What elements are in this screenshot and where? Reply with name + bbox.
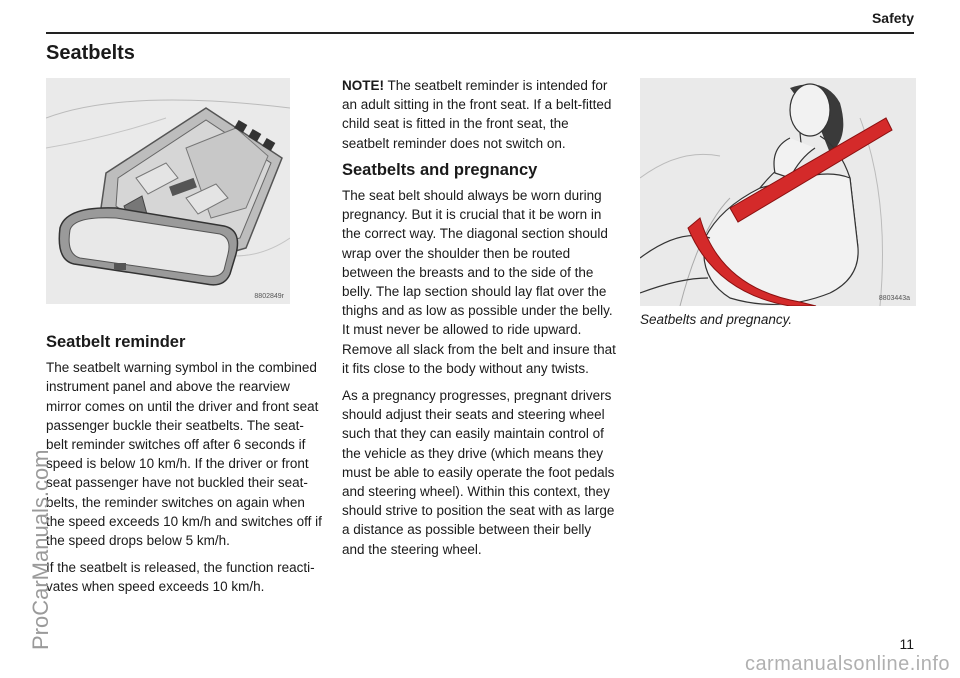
pregnancy-figure-code: 8803443a <box>878 295 910 302</box>
left-column <box>46 333 322 605</box>
header-rule <box>46 32 914 34</box>
mirror-illustration <box>46 78 290 304</box>
pregnancy-illustration <box>640 78 916 306</box>
mirror-drawing <box>46 78 290 304</box>
note-label: NOTE! <box>342 78 384 93</box>
page-number: 11 <box>899 636 914 652</box>
middle-paragraph: As a pregnancy progresses, pregnant drivers should adjust their seats and steering wheel such that they can easily maintain control of the vehicle as they drive (which means they must be able to easily operate the foot pedals and steering wheel). Within this context, they should strive to position the seat with as large a distance as possible between their belly and the steering wheel. <box>342 388 615 557</box>
pregnancy-heading: Seatbelts and pregnancy <box>342 160 538 179</box>
note-text: The seatbelt reminder is intended for an adult sitting in the front seat. If a belt-fitted child seat is fitted in the front seat, the seatbelt reminder does not switch on. <box>342 78 612 151</box>
bottom-watermark: carmanualsonline.info <box>744 653 950 675</box>
page-title: Seatbelts <box>46 42 135 64</box>
left-paragraph: If the seatbelt is released, the function reacti-vates when speed exceeds 10 km/h. <box>46 560 315 595</box>
left-paragraph: The seatbelt warning symbol in the combined instrument panel and above the rearview mirror comes on until the driver and front seat passenger buckle their seatbelts. The seat-belt reminder switches off after 6 seconds if speed is below 10 km/h. If the driver or front seat passenger have not buckled their seat-belts, the reminder switches on again when the speed exceeds 10 km/h and switches off if the speed drops below 5 km/h. <box>46 360 322 549</box>
mirror-figure-code: 8802849r <box>254 293 284 300</box>
header-section-label: Safety <box>871 10 914 26</box>
pregnancy-drawing <box>640 78 916 306</box>
seatbelt-reminder-heading: Seatbelt reminder <box>46 333 186 351</box>
pregnancy-caption: Seatbelts and pregnancy. <box>640 312 793 327</box>
middle-paragraph: The seat belt should always be worn during pregnancy. But it is crucial that it be worn in the correct way. The diagonal section should wrap over the shoulder then be routed between the breasts and to the side of the belly. The lap section should lay flat over the thighs and as low as possible under the belly. It must never be allowed to ride upward. Remove all slack from the belt and insure that it fits close to the body without any twists. <box>342 188 616 376</box>
middle-column <box>342 76 616 567</box>
side-watermark: ProCarManuals.com <box>28 449 53 650</box>
note-paragraph <box>342 76 616 153</box>
